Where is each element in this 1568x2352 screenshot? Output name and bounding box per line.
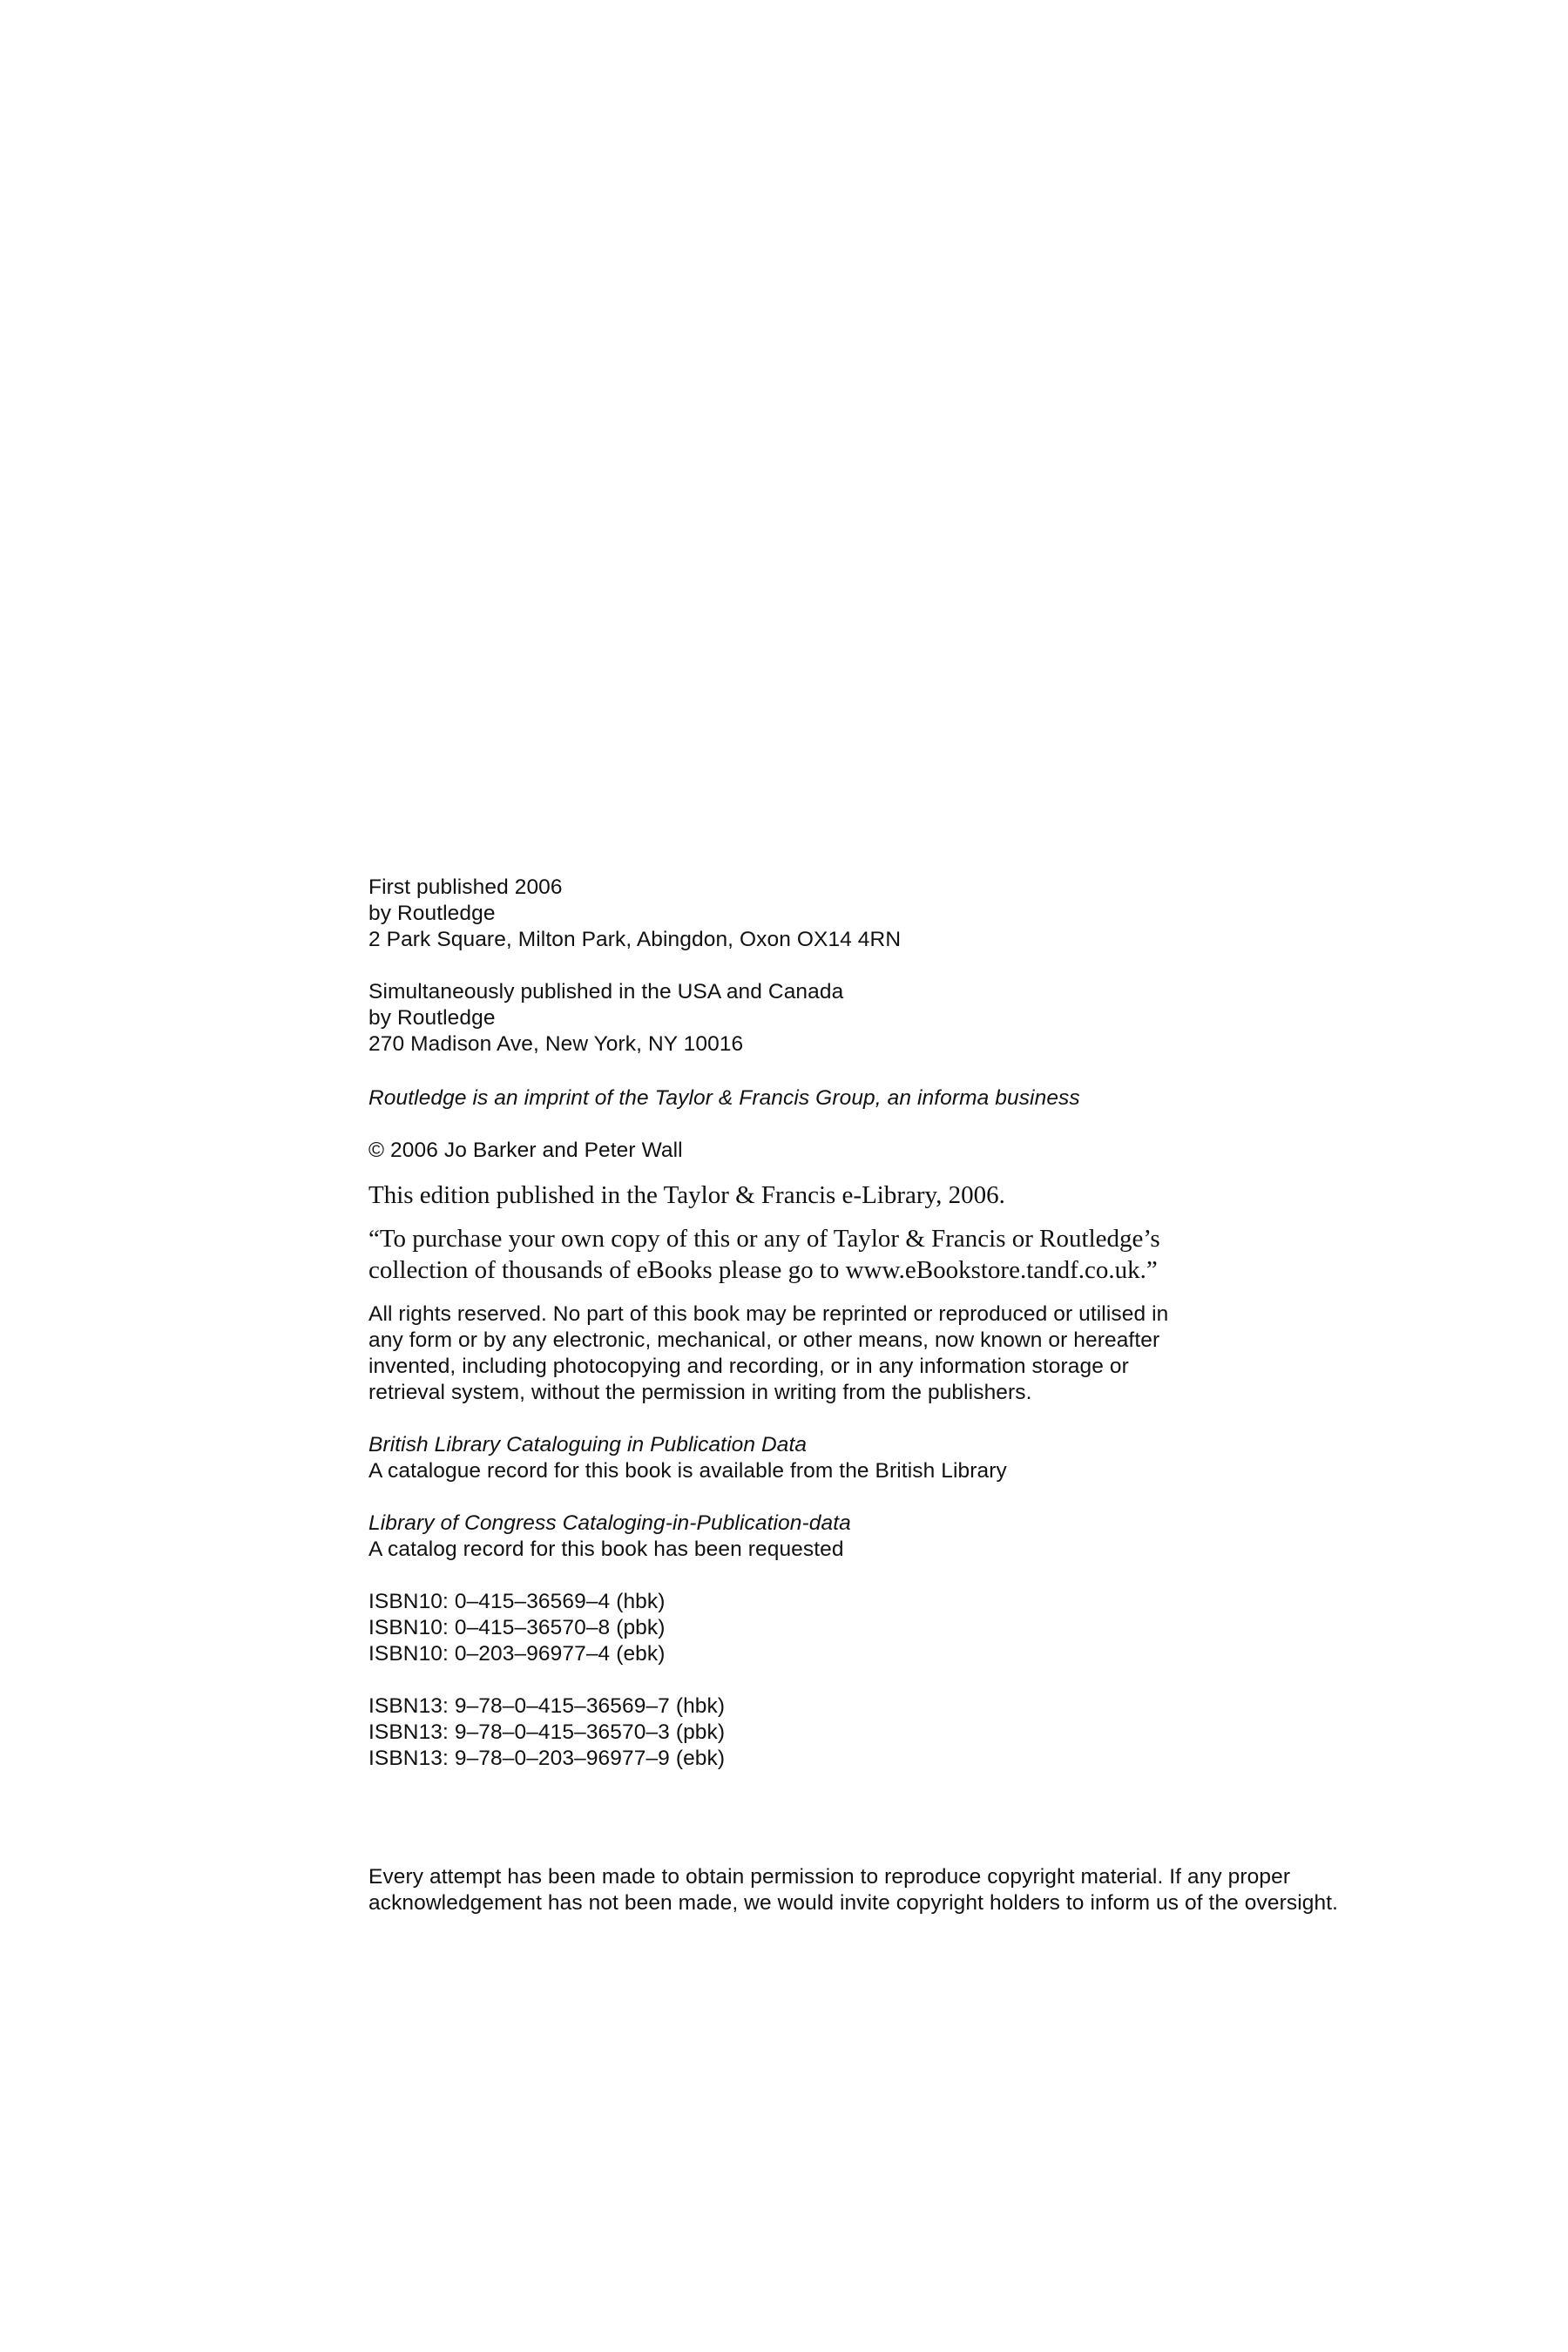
publisher-name: by Routledge — [368, 902, 496, 925]
loc-text: A catalog record for this book has been requested — [368, 1538, 844, 1561]
uk-address: 2 Park Square, Milton Park, Abingdon, Oxon OX14 4RN — [368, 928, 902, 951]
isbn10-ebk: ISBN10: 0–203–96977–4 (ebk) — [368, 1642, 666, 1666]
us-publication-info — [368, 979, 1396, 1058]
first-published: First published 2006 — [368, 875, 563, 899]
rights-line-3: invented, including photocopying and recording, or in any information storage or — [368, 1355, 1129, 1378]
library-of-congress-cataloging — [368, 1511, 1396, 1563]
isbn13-list — [368, 1693, 1396, 1772]
us-publisher-name: by Routledge — [368, 1006, 496, 1030]
imprint-note-text: Routledge is an imprint of the Taylor & Francis Group, an informa business — [368, 1086, 1080, 1110]
permission-notice — [368, 1864, 1396, 1916]
purchase-line-1: “To purchase your own copy of this or any of Taylor & Francis or Routledge’s — [368, 1225, 1160, 1253]
rights-line-1: All rights reserved. No part of this book may be reprinted or reproduced or utilised in — [368, 1302, 1169, 1326]
rights-reserved — [368, 1301, 1396, 1406]
loc-heading: Library of Congress Cataloging-in-Publication-data — [368, 1511, 851, 1535]
rights-line-4: retrieval system, without the permission in writing from the publishers. — [368, 1381, 1032, 1404]
isbn13-hbk: ISBN13: 9–78–0–415–36569–7 (hbk) — [368, 1694, 726, 1718]
bl-heading: British Library Cataloguing in Publication Data — [368, 1433, 808, 1456]
isbn10-pbk: ISBN10: 0–415–36570–8 (pbk) — [368, 1616, 666, 1639]
isbn13-ebk: ISBN13: 9–78–0–203–96977–9 (ebk) — [368, 1747, 726, 1770]
us-address: 270 Madison Ave, New York, NY 10016 — [368, 1032, 744, 1056]
isbn10-hbk: ISBN10: 0–415–36569–4 (hbk) — [368, 1590, 666, 1613]
isbn13-pbk: ISBN13: 9–78–0–415–36570–3 (pbk) — [368, 1720, 726, 1744]
simultaneous-publication: Simultaneously published in the USA and Canada — [368, 980, 844, 1004]
ebook-edition-note — [368, 1179, 1396, 1211]
british-library-cataloguing — [368, 1432, 1396, 1484]
bl-text: A catalogue record for this book is available from the British Library — [368, 1459, 1007, 1483]
edition-note-text: This edition published in the Taylor & Francis e-Library, 2006. — [368, 1181, 1005, 1209]
imprint-note — [368, 1085, 1396, 1112]
permission-line-2: acknowledgement has not been made, we would invite copyright holders to inform us of the oversight. — [368, 1891, 1339, 1915]
purchase-line-2: collection of thousands of eBooks please go to www.eBookstore.tandf.co.uk.” — [368, 1256, 1158, 1284]
rights-line-2: any form or by any electronic, mechanical, or other means, now known or hereafter — [368, 1328, 1160, 1352]
publication-info — [368, 875, 1396, 953]
copyright-text: © 2006 Jo Barker and Peter Wall — [368, 1139, 683, 1162]
copyright-notice — [368, 1138, 1396, 1164]
isbn10-list — [368, 1589, 1396, 1667]
permission-line-1: Every attempt has been made to obtain permission to reproduce copyright material. If any proper — [368, 1865, 1291, 1889]
ebook-purchase-note — [368, 1223, 1396, 1286]
